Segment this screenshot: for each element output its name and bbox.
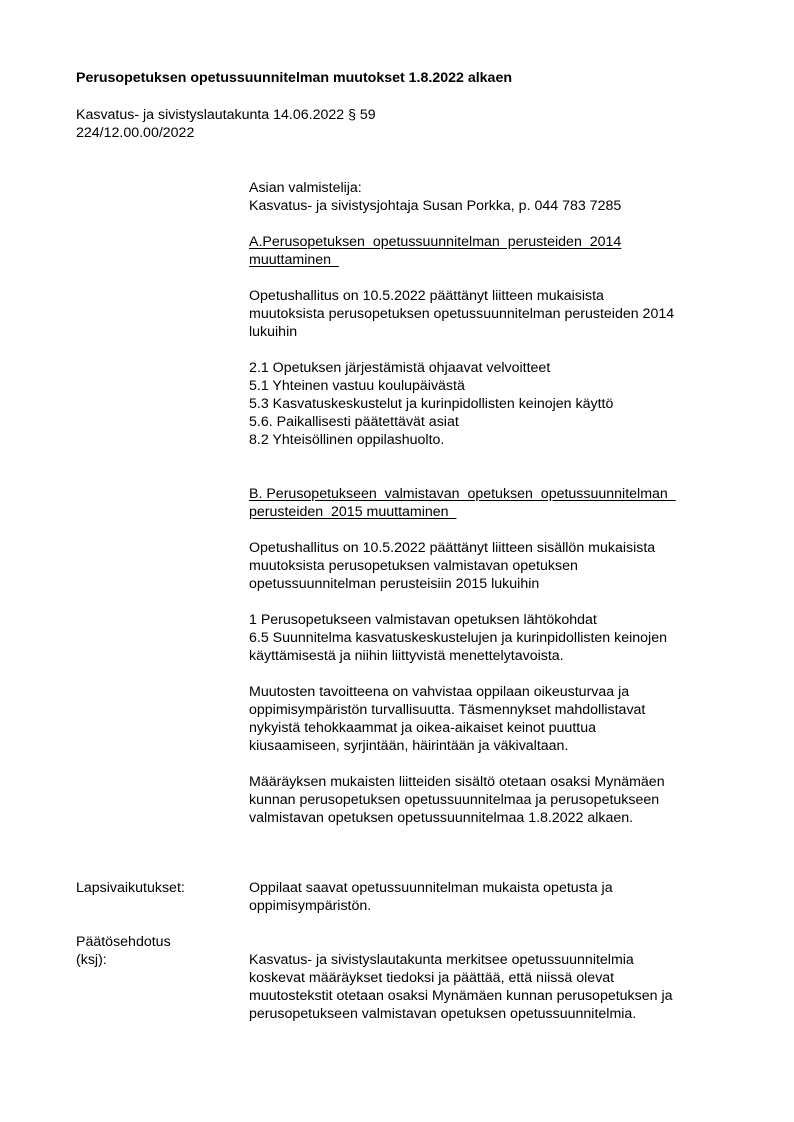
section-a-chapter-list — [249, 359, 739, 449]
section-b-chapter-list — [249, 611, 739, 665]
section-b-heading — [249, 485, 739, 521]
preparer-name: Kasvatus- ja sivistysjohtaja Susan Porkka, p. 044 783 7285 — [249, 198, 622, 214]
main-content — [249, 179, 739, 827]
section-b-intro-line: Opetushallitus on 10.5.2022 päättänyt liitteen sisällön mukaisista — [249, 540, 656, 556]
preparer-label: Asian valmistelija: — [249, 180, 362, 196]
goals-line: kiusaamiseen, syrjintään, häirintään ja väkivaltaan. — [249, 738, 569, 754]
child-impacts-label: Lapsivaikutukset: — [76, 880, 185, 896]
goals-line: nykyistä tehokkaammat ja oikea-aikaiset keinot puuttua — [249, 720, 596, 736]
goals-line: Muutosten tavoitteena on vahvistaa oppilaan oikeusturvaa ja — [249, 684, 630, 700]
chapter-item: 6.5 Suunnitelma kasvatuskeskustelujen ja kurinpidollisten keinojen — [249, 630, 667, 646]
section-b-intro — [249, 539, 739, 593]
decision-proposal-line: perusopetukseen valmistavan opetuksen opetussuunnitelmia. — [249, 1006, 637, 1022]
section-a-heading-line: A.Perusopetuksen opetussuunnitelman perusteiden 2014 — [249, 234, 622, 250]
chapter-item: 8.2 Yhteisöllinen oppilashuolto. — [249, 432, 445, 448]
adoption-line: valmistavan opetuksen opetussuunnitelmaa 1.8.2022 alkaen. — [249, 810, 634, 826]
record-number: 224/12.00.00/2022 — [76, 125, 195, 141]
section-a-intro-line: lukuihin — [249, 324, 298, 340]
document-title: Perusopetuksen opetussuunnitelman muutokset 1.8.2022 alkaen — [76, 70, 513, 86]
section-a-intro — [249, 287, 739, 341]
meeting-info — [76, 106, 376, 142]
decision-proposal-text — [249, 951, 739, 1023]
child-impacts-line: Oppilaat saavat opetussuunnitelman mukaista opetusta ja — [249, 880, 613, 896]
decision-proposal-label-line: (ksj): — [76, 952, 107, 968]
decision-proposal-line: koskevat määräykset tiedoksi ja päättää, että niissä olevat — [249, 970, 615, 986]
section-b-intro-line: opetussuunnitelman perusteisiin 2015 lukuihin — [249, 576, 540, 592]
child-impacts-text — [249, 879, 739, 915]
decision-proposal-label — [76, 933, 246, 969]
section-a-intro-line: muutoksista perusopetuksen opetussuunnitelman perusteiden 2014 — [249, 306, 675, 322]
adoption-line: Määräyksen mukaisten liitteiden sisältö otetaan osaksi Mynämäen — [249, 774, 665, 790]
section-b-heading-line: B. Perusopetukseen valmistavan opetuksen opetussuunnitelman — [249, 486, 676, 502]
chapter-item: 2.1 Opetuksen järjestämistä ohjaavat velvoitteet — [249, 360, 551, 376]
chapter-item: 5.6. Paikallisesti päätettävät asiat — [249, 414, 459, 430]
adoption-paragraph — [249, 773, 739, 827]
goals-paragraph — [249, 683, 739, 755]
adoption-line: kunnan perusopetuksen opetussuunnitelmaa ja perusopetukseen — [249, 792, 660, 808]
chapter-item: käyttämisestä ja niihin liittyvistä menettelytavoista. — [249, 648, 564, 664]
goals-line: oppimisympäristön turvallisuutta. Täsmennykset mahdollistavat — [249, 702, 646, 718]
chapter-item: 5.3 Kasvatuskeskustelut ja kurinpidollisten keinojen käyttö — [249, 396, 614, 412]
section-b-intro-line: muutoksista perusopetuksen valmistavan opetuksen — [249, 558, 578, 574]
section-a-intro-line: Opetushallitus on 10.5.2022 päättänyt liitteen mukaisista — [249, 288, 604, 304]
chapter-item: 1 Perusopetukseen valmistavan opetuksen lähtökohdat — [249, 612, 597, 628]
decision-proposal-line: muutostekstit otetaan osaksi Mynämäen kunnan perusopetuksen ja — [249, 988, 673, 1004]
section-a-heading — [249, 233, 739, 269]
decision-proposal-line: Kasvatus- ja sivistyslautakunta merkitsee opetussuunnitelmia — [249, 952, 634, 968]
child-impacts-line: oppimisympäristön. — [249, 898, 372, 914]
preparer-block — [249, 179, 739, 215]
decision-proposal-label-line: Päätösehdotus — [76, 934, 171, 950]
meeting-line: Kasvatus- ja sivistyslautakunta 14.06.2022 § 59 — [76, 107, 376, 123]
section-a-heading-line: muuttaminen — [249, 252, 339, 268]
section-b-heading-line: perusteiden 2015 muuttaminen — [249, 504, 457, 520]
chapter-item: 5.1 Yhteinen vastuu koulupäivästä — [249, 378, 465, 394]
